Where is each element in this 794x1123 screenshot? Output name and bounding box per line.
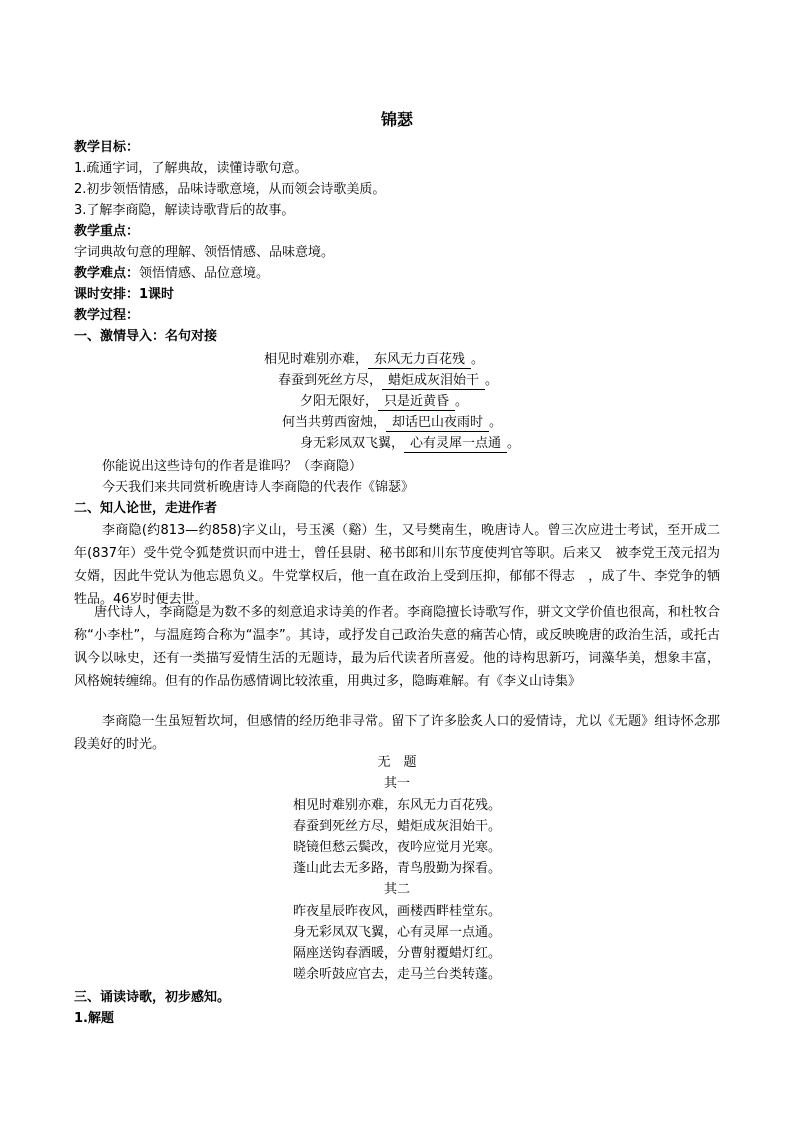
focus-text: 字词典故句意的理解、领悟情感、品味意境。	[74, 245, 335, 260]
couplet-end: 。	[471, 352, 485, 367]
couplet-question: 相见时难别亦难，	[264, 352, 369, 367]
couplet-question: 身无彩凤双飞翼，	[300, 436, 405, 451]
poem-line: 蓬山此去无多路，青鸟殷勤为探看。	[292, 861, 501, 876]
couplet-line	[264, 349, 484, 370]
goal-item: 1.疏通字词，了解典故，读懂诗歌句意。	[74, 161, 308, 176]
goal-item: 2.初步领悟情感，品味诗歌意境，从而领会诗歌美质。	[74, 182, 386, 197]
couplet-question: 夕阳无限好，	[300, 394, 379, 409]
couplet-line	[282, 412, 502, 433]
poem-line: 晓镜但愁云鬓改，夜吟应觉月光寒。	[292, 840, 501, 855]
section3-heading: 三、诵读诗歌，初步感知。	[74, 990, 231, 1005]
poem-line: 相见时难别亦难，东风无力百花残。	[292, 798, 501, 813]
schedule-line	[74, 284, 174, 305]
couplet-end: 。	[489, 415, 503, 430]
page-title: 锦瑟	[380, 110, 413, 129]
schedule-heading: 课时安排：	[74, 287, 140, 302]
poem-title: 无 题	[377, 755, 417, 770]
couplet-line	[278, 370, 498, 391]
bio-paragraph: 唐代诗人，李商隐是为数不多的刻意追求诗美的作者。李商隐擅长诗歌写作，骈文文学价值也很高，和杜牧合称“小李杜”，与温庭筠合称为“温李”。其诗，或抒发自己政治失意的痛苦心情，或反映晚唐的政治生活，或托古讽今以咏史，还有一类描写爱情生活的无题诗，最为后代读者所喜爱。他的诗构思新巧，词藻华美，想象丰富，风格婉转缠绵。但有的作品伤感情调比较浓重，用典过多，隐晦难解。有《李义山诗集》	[74, 605, 720, 689]
difficulty-line	[74, 263, 269, 284]
poem-line: 春蚕到死丝方尽，蜡炬成灰泪始干。	[292, 819, 501, 834]
author-question: 你能说出这些诗句的作者是谁吗？（李商隐）	[102, 459, 363, 474]
couplet-answer: 只是近黄昏	[378, 393, 455, 411]
section1-heading: 一、激情导入：名句对接	[74, 329, 218, 344]
bio-paragraph: 李商隐(约813—约858)字义山，号玉溪（谿）生，又号樊南生，晚唐诗人。曾三次应进士考试，至开成二年(837年）受牛党令狐楚赏识而中进士，曾任县尉、秘书郎和川东节度使判官等职。后来又 被李党王茂元招为女婿，因此牛党认为他忘恩负义。牛党掌权后，他一直在政治上受到压抑，郁郁不得志 ，成了牛、李党争的牺牲品。46岁时便去世。	[74, 523, 720, 607]
difficulty-heading: 教学难点：	[74, 266, 140, 281]
couplet-end: 。	[507, 436, 521, 451]
poem-line: 身无彩凤双飞翼，心有灵犀一点通。	[292, 925, 501, 940]
couplet-line	[300, 433, 520, 454]
poem-line: 隔座送钩春酒暖，分曹射覆蜡灯红。	[292, 946, 501, 961]
bio-paragraph: 李商隐一生虽短暂坎坷，但感情的经历绝非寻常。留下了许多脍炙人口的爱情诗，尤以《无题》组诗怀念那段美好的时光。	[74, 714, 720, 752]
couplet-end: 。	[485, 373, 499, 388]
couplet-end: 。	[455, 394, 469, 409]
poem-line: 嗟余听鼓应官去，走马兰台类转蓬。	[292, 967, 501, 982]
difficulty-text: 领悟情感、品位意境。	[139, 266, 270, 281]
section2-heading: 二、知人论世，走进作者	[74, 501, 218, 516]
couplet-answer: 东风无力百花残	[368, 351, 471, 369]
process-heading: 教学过程：	[74, 308, 140, 323]
couplet-answer: 心有灵犀一点通	[404, 435, 507, 453]
couplet-question: 春蚕到死丝方尽，	[278, 373, 383, 388]
poem-part-label: 其一	[383, 776, 410, 791]
schedule-text: 1课时	[139, 287, 175, 302]
couplet-question: 何当共剪西窗烛，	[282, 415, 387, 430]
focus-heading: 教学重点：	[74, 224, 140, 239]
section3-item: 1.解题	[74, 1011, 114, 1026]
poem-line: 昨夜星辰昨夜风，画楼西畔桂堂东。	[292, 904, 501, 919]
goal-item: 3.了解李商隐，解读诗歌背后的故事。	[74, 203, 295, 218]
couplet-line	[300, 391, 468, 412]
goals-heading: 教学目标：	[74, 140, 140, 155]
couplet-answer: 蜡炬成灰泪始干	[382, 372, 485, 390]
couplet-answer: 却话巴山夜雨时	[386, 414, 489, 432]
poem-part-label: 其二	[383, 882, 410, 897]
today-intro: 今天我们来共同赏析晚唐诗人李商隐的代表作《锦瑟》	[102, 480, 415, 495]
